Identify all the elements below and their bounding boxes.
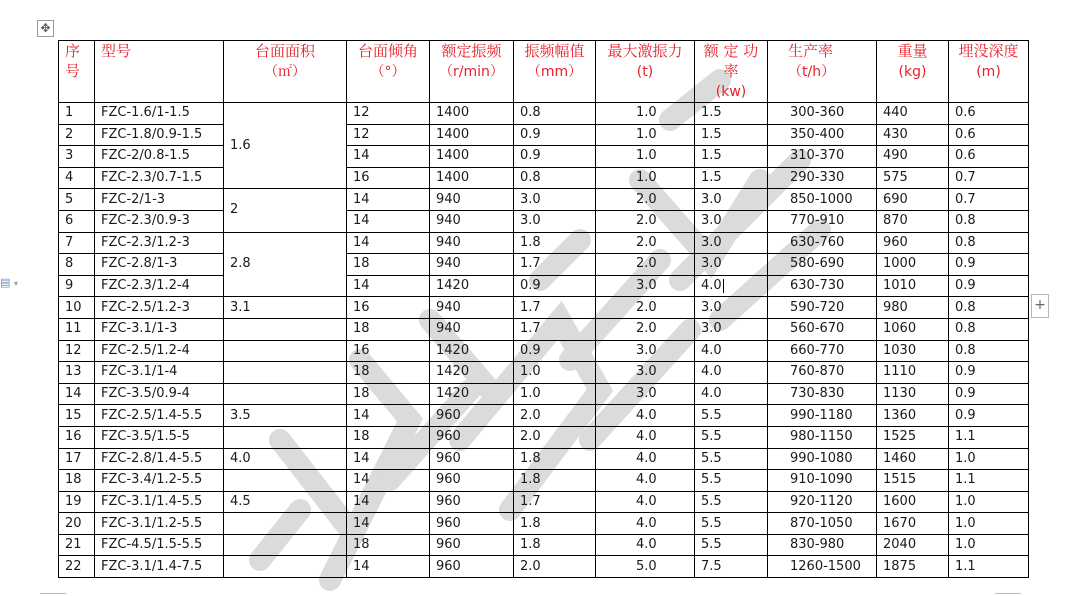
- cell-amp[interactable]: 3.0: [514, 210, 596, 232]
- cell-force[interactable]: 4.0: [596, 405, 695, 427]
- cell-area[interactable]: 2.8: [224, 232, 347, 297]
- cell-weight[interactable]: 490: [877, 146, 949, 168]
- cell-force[interactable]: 3.0: [596, 275, 695, 297]
- cell-force[interactable]: 4.0: [596, 448, 695, 470]
- cell-angle[interactable]: 16: [347, 297, 430, 319]
- cell-power[interactable]: 5.5: [695, 513, 768, 535]
- cell-force[interactable]: 3.0: [596, 362, 695, 384]
- table-row: [59, 362, 1029, 384]
- table-row: [59, 167, 1029, 189]
- table-header-row: [59, 41, 1029, 103]
- header-angle: 台面倾角 （°）: [347, 41, 430, 103]
- cell-freq[interactable]: 1400: [430, 124, 514, 146]
- cell-freq[interactable]: 1400: [430, 103, 514, 125]
- cell-rate[interactable]: 870-1050: [768, 513, 877, 535]
- cell-rate[interactable]: 730-830: [768, 383, 877, 405]
- cell-power[interactable]: 5.5: [695, 448, 768, 470]
- cell-force[interactable]: 4.0: [596, 513, 695, 535]
- cell-freq[interactable]: 1420: [430, 362, 514, 384]
- cell-amp[interactable]: 1.7: [514, 491, 596, 513]
- cell-depth[interactable]: 1.1: [949, 470, 1029, 492]
- cell-amp[interactable]: 1.0: [514, 362, 596, 384]
- header-weight: 重量 (kg): [877, 41, 949, 103]
- cell-weight[interactable]: 1600: [877, 491, 949, 513]
- table-row: [59, 470, 1029, 492]
- cell-angle[interactable]: 14: [347, 232, 430, 254]
- cell-amp[interactable]: 3.0: [514, 189, 596, 211]
- cell-model[interactable]: FZC-3.5/0.9-4: [95, 383, 224, 405]
- cell-weight[interactable]: 1030: [877, 340, 949, 362]
- cell-area[interactable]: [224, 362, 347, 384]
- table-row: [59, 340, 1029, 362]
- cell-force[interactable]: 5.0: [596, 556, 695, 578]
- cell-seq[interactable]: 17: [59, 448, 95, 470]
- cell-weight[interactable]: 2040: [877, 534, 949, 556]
- cell-area[interactable]: 1.6: [224, 103, 347, 189]
- cell-rate[interactable]: 770-910: [768, 210, 877, 232]
- cell-seq[interactable]: 1: [59, 103, 95, 125]
- cell-force[interactable]: 2.0: [596, 318, 695, 340]
- cell-rate[interactable]: 910-1090: [768, 470, 877, 492]
- cell-freq[interactable]: 1400: [430, 146, 514, 168]
- cell-angle[interactable]: 18: [347, 254, 430, 276]
- cell-force[interactable]: 3.0: [596, 383, 695, 405]
- cell-angle[interactable]: 14: [347, 470, 430, 492]
- cell-area[interactable]: 3.1: [224, 297, 347, 319]
- cell-force[interactable]: 4.0: [596, 470, 695, 492]
- cell-model[interactable]: FZC-3.1/1.4-5.5: [95, 491, 224, 513]
- table-row: [59, 232, 1029, 254]
- cell-angle[interactable]: 14: [347, 405, 430, 427]
- cell-weight[interactable]: 440: [877, 103, 949, 125]
- cell-depth[interactable]: 0.8: [949, 318, 1029, 340]
- cell-angle[interactable]: 18: [347, 534, 430, 556]
- cell-depth[interactable]: 0.8: [949, 232, 1029, 254]
- cell-seq[interactable]: 21: [59, 534, 95, 556]
- text-caret: [723, 279, 724, 293]
- table-row: [59, 254, 1029, 276]
- cell-weight[interactable]: 1060: [877, 318, 949, 340]
- cell-power[interactable]: 4.0: [695, 340, 768, 362]
- cell-seq[interactable]: 12: [59, 340, 95, 362]
- header-model: 型号: [95, 41, 224, 103]
- cell-freq[interactable]: 1420: [430, 275, 514, 297]
- cell-power[interactable]: 5.5: [695, 426, 768, 448]
- cell-power[interactable]: 5.5: [695, 405, 768, 427]
- cell-angle[interactable]: 14: [347, 210, 430, 232]
- cell-depth[interactable]: 1.0: [949, 491, 1029, 513]
- paste-options-icon[interactable]: ▤: [0, 276, 11, 289]
- cell-freq[interactable]: 940: [430, 189, 514, 211]
- cell-depth[interactable]: 0.6: [949, 124, 1029, 146]
- cell-amp[interactable]: 1.7: [514, 318, 596, 340]
- cell-depth[interactable]: 1.0: [949, 448, 1029, 470]
- page-corner-mark: [995, 593, 1021, 594]
- cell-weight[interactable]: 960: [877, 232, 949, 254]
- table-move-handle-icon[interactable]: ✥: [37, 20, 54, 37]
- cell-depth[interactable]: 0.9: [949, 362, 1029, 384]
- cell-amp[interactable]: 0.9: [514, 275, 596, 297]
- header-force: 最大激振力 (t): [596, 41, 695, 103]
- cell-weight[interactable]: 1110: [877, 362, 949, 384]
- cell-angle[interactable]: 14: [347, 556, 430, 578]
- cell-amp[interactable]: 0.9: [514, 146, 596, 168]
- cell-seq[interactable]: 11: [59, 318, 95, 340]
- table-row: [59, 103, 1029, 125]
- cell-model[interactable]: FZC-3.4/1.2-5.5: [95, 470, 224, 492]
- cell-weight[interactable]: 870: [877, 210, 949, 232]
- header-depth: 埋没深度 (m): [949, 41, 1029, 103]
- cell-freq[interactable]: 940: [430, 232, 514, 254]
- cell-freq[interactable]: 1400: [430, 167, 514, 189]
- cell-weight[interactable]: 1130: [877, 383, 949, 405]
- cell-area[interactable]: [224, 318, 347, 340]
- cell-amp[interactable]: 0.8: [514, 167, 596, 189]
- cell-force[interactable]: 1.0: [596, 124, 695, 146]
- cell-model[interactable]: FZC-2.5/1.2-4: [95, 340, 224, 362]
- table-row: [59, 210, 1029, 232]
- table-row: [59, 189, 1029, 211]
- cell-area[interactable]: 3.5: [224, 405, 347, 427]
- cell-rate[interactable]: 830-980: [768, 534, 877, 556]
- table-row: [59, 513, 1029, 535]
- cell-freq[interactable]: 960: [430, 534, 514, 556]
- cell-power[interactable]: 4.0: [695, 362, 768, 384]
- cell-angle[interactable]: 14: [347, 491, 430, 513]
- cell-freq[interactable]: 960: [430, 448, 514, 470]
- cell-rate[interactable]: 760-870: [768, 362, 877, 384]
- cell-area[interactable]: 4.0: [224, 448, 347, 470]
- cell-rate[interactable]: 990-1080: [768, 448, 877, 470]
- cell-model[interactable]: FZC-2.8/1.4-5.5: [95, 448, 224, 470]
- cell-weight[interactable]: 1010: [877, 275, 949, 297]
- cell-rate[interactable]: 300-360: [768, 103, 877, 125]
- cell-amp[interactable]: 2.0: [514, 556, 596, 578]
- cell-model[interactable]: FZC-2.5/1.4-5.5: [95, 405, 224, 427]
- cell-angle[interactable]: 14: [347, 275, 430, 297]
- cell-force[interactable]: 4.0: [596, 426, 695, 448]
- cell-depth[interactable]: 0.8: [949, 210, 1029, 232]
- spec-table: [58, 40, 1029, 578]
- cell-power[interactable]: 7.5: [695, 556, 768, 578]
- cell-freq[interactable]: 960: [430, 491, 514, 513]
- cell-seq[interactable]: 9: [59, 275, 95, 297]
- cell-seq[interactable]: 16: [59, 426, 95, 448]
- cell-freq[interactable]: 940: [430, 297, 514, 319]
- cell-model[interactable]: FZC-2.3/1.2-4: [95, 275, 224, 297]
- cell-amp[interactable]: 1.7: [514, 254, 596, 276]
- cell-seq[interactable]: 18: [59, 470, 95, 492]
- cell-freq[interactable]: 960: [430, 513, 514, 535]
- cell-amp[interactable]: 1.8: [514, 448, 596, 470]
- cell-force[interactable]: 1.0: [596, 103, 695, 125]
- table-body: [59, 103, 1029, 578]
- table-row: [59, 448, 1029, 470]
- header-amp: 振频幅值 （mm）: [514, 41, 596, 103]
- cell-area[interactable]: [224, 513, 347, 535]
- cell-model[interactable]: FZC-2.3/0.9-3: [95, 210, 224, 232]
- cell-weight[interactable]: 575: [877, 167, 949, 189]
- cell-angle[interactable]: 12: [347, 103, 430, 125]
- cell-amp[interactable]: 0.9: [514, 340, 596, 362]
- cell-force[interactable]: 2.0: [596, 189, 695, 211]
- cell-rate[interactable]: 630-760: [768, 232, 877, 254]
- cell-seq[interactable]: 10: [59, 297, 95, 319]
- cell-area[interactable]: [224, 426, 347, 448]
- cell-model[interactable]: FZC-2.5/1.2-3: [95, 297, 224, 319]
- cell-depth[interactable]: 0.6: [949, 146, 1029, 168]
- cell-weight[interactable]: 1460: [877, 448, 949, 470]
- page-corner-mark: [40, 593, 66, 594]
- cell-angle[interactable]: 18: [347, 426, 430, 448]
- cell-model[interactable]: FZC-2.3/1.2-3: [95, 232, 224, 254]
- cell-rate[interactable]: 630-730: [768, 275, 877, 297]
- table-row: [59, 297, 1029, 319]
- cell-amp[interactable]: 1.0: [514, 383, 596, 405]
- cell-power[interactable]: 4.0: [695, 275, 768, 297]
- cell-angle[interactable]: 14: [347, 513, 430, 535]
- table-row: [59, 318, 1029, 340]
- cell-freq[interactable]: 1420: [430, 340, 514, 362]
- cell-area[interactable]: [224, 470, 347, 492]
- cell-amp[interactable]: 1.8: [514, 470, 596, 492]
- cell-force[interactable]: 3.0: [596, 340, 695, 362]
- cell-amp[interactable]: 1.8: [514, 232, 596, 254]
- cell-weight[interactable]: 1360: [877, 405, 949, 427]
- cell-depth[interactable]: 0.9: [949, 383, 1029, 405]
- cell-power[interactable]: 4.0: [695, 383, 768, 405]
- cell-power[interactable]: 1.5: [695, 167, 768, 189]
- cell-model[interactable]: FZC-2.3/0.7-1.5: [95, 167, 224, 189]
- table-row: [59, 491, 1029, 513]
- cell-amp[interactable]: 0.8: [514, 103, 596, 125]
- cell-depth[interactable]: 1.1: [949, 426, 1029, 448]
- cell-weight[interactable]: 690: [877, 189, 949, 211]
- table-row: [59, 426, 1029, 448]
- header-rate: 生产率 （t/h）: [768, 41, 877, 103]
- table-row: [59, 405, 1029, 427]
- cell-angle[interactable]: 14: [347, 189, 430, 211]
- cell-power[interactable]: 3.0: [695, 232, 768, 254]
- cell-depth[interactable]: 0.7: [949, 167, 1029, 189]
- cell-model[interactable]: FZC-3.1/1-3: [95, 318, 224, 340]
- cell-depth[interactable]: 0.6: [949, 103, 1029, 125]
- cell-model[interactable]: FZC-3.1/1.2-5.5: [95, 513, 224, 535]
- cell-power[interactable]: 3.0: [695, 297, 768, 319]
- cell-rate[interactable]: 990-1180: [768, 405, 877, 427]
- cell-seq[interactable]: 14: [59, 383, 95, 405]
- cell-seq[interactable]: 4: [59, 167, 95, 189]
- cell-rate[interactable]: 590-720: [768, 297, 877, 319]
- cell-freq[interactable]: 960: [430, 405, 514, 427]
- cell-rate[interactable]: 850-1000: [768, 189, 877, 211]
- cell-force[interactable]: 2.0: [596, 232, 695, 254]
- table-row: [59, 146, 1029, 168]
- cell-amp[interactable]: 0.9: [514, 124, 596, 146]
- header-seq: 序号: [59, 41, 95, 103]
- cell-power[interactable]: 3.0: [695, 189, 768, 211]
- cell-area[interactable]: [224, 534, 347, 556]
- cell-rate[interactable]: 920-1120: [768, 491, 877, 513]
- chevron-down-icon[interactable]: ▾: [14, 279, 19, 288]
- table-row: [59, 124, 1029, 146]
- cell-model[interactable]: FZC-2/1-3: [95, 189, 224, 211]
- cell-depth[interactable]: 1.0: [949, 534, 1029, 556]
- cell-power[interactable]: 5.5: [695, 534, 768, 556]
- cell-seq[interactable]: 20: [59, 513, 95, 535]
- cell-depth[interactable]: 1.1: [949, 556, 1029, 578]
- table-row: [59, 556, 1029, 578]
- cell-depth[interactable]: 0.8: [949, 340, 1029, 362]
- cell-weight[interactable]: 1515: [877, 470, 949, 492]
- cell-model[interactable]: FZC-1.8/0.9-1.5: [95, 124, 224, 146]
- cell-depth[interactable]: 0.8: [949, 297, 1029, 319]
- cell-freq[interactable]: 960: [430, 426, 514, 448]
- cell-rate[interactable]: 660-770: [768, 340, 877, 362]
- cell-rate[interactable]: 580-690: [768, 254, 877, 276]
- cell-seq[interactable]: 6: [59, 210, 95, 232]
- header-power: 额 定 功率 (kw): [695, 41, 768, 103]
- cell-force[interactable]: 2.0: [596, 210, 695, 232]
- cell-seq[interactable]: 2: [59, 124, 95, 146]
- table-row: [59, 383, 1029, 405]
- cell-seq[interactable]: 19: [59, 491, 95, 513]
- cell-weight[interactable]: 980: [877, 297, 949, 319]
- cell-seq[interactable]: 13: [59, 362, 95, 384]
- cell-amp[interactable]: 1.8: [514, 534, 596, 556]
- cell-weight[interactable]: 1000: [877, 254, 949, 276]
- cell-area[interactable]: [224, 383, 347, 405]
- cell-seq[interactable]: 7: [59, 232, 95, 254]
- cell-force[interactable]: 4.0: [596, 534, 695, 556]
- cell-power[interactable]: 3.0: [695, 318, 768, 340]
- cell-area[interactable]: 2: [224, 189, 347, 232]
- cell-angle[interactable]: 18: [347, 362, 430, 384]
- cell-angle[interactable]: 16: [347, 167, 430, 189]
- cell-seq[interactable]: 3: [59, 146, 95, 168]
- cell-power[interactable]: 1.5: [695, 146, 768, 168]
- cell-freq[interactable]: 1420: [430, 383, 514, 405]
- cell-weight[interactable]: 1670: [877, 513, 949, 535]
- header-area: 台面面积 （㎡）: [224, 41, 347, 103]
- cell-angle[interactable]: 16: [347, 340, 430, 362]
- cell-amp[interactable]: 2.0: [514, 405, 596, 427]
- cell-force[interactable]: 2.0: [596, 297, 695, 319]
- cell-freq[interactable]: 940: [430, 254, 514, 276]
- cell-model[interactable]: FZC-3.5/1.5-5: [95, 426, 224, 448]
- cell-rate[interactable]: 310-370: [768, 146, 877, 168]
- cell-area[interactable]: [224, 556, 347, 578]
- header-freq: 额定振频 （r/min）: [430, 41, 514, 103]
- cell-weight[interactable]: 1875: [877, 556, 949, 578]
- cell-power[interactable]: 5.5: [695, 470, 768, 492]
- cell-model[interactable]: FZC-3.1/1.4-7.5: [95, 556, 224, 578]
- cell-seq[interactable]: 22: [59, 556, 95, 578]
- cell-depth[interactable]: 0.9: [949, 254, 1029, 276]
- cell-force[interactable]: 2.0: [596, 254, 695, 276]
- cell-angle[interactable]: 14: [347, 146, 430, 168]
- cell-force[interactable]: 4.0: [596, 491, 695, 513]
- cell-model[interactable]: FZC-1.6/1-1.5: [95, 103, 224, 125]
- cell-depth[interactable]: 0.7: [949, 189, 1029, 211]
- cell-power[interactable]: 5.5: [695, 491, 768, 513]
- cell-seq[interactable]: 8: [59, 254, 95, 276]
- cell-force[interactable]: 1.0: [596, 146, 695, 168]
- cell-freq[interactable]: 940: [430, 210, 514, 232]
- cell-amp[interactable]: 1.7: [514, 297, 596, 319]
- cell-seq[interactable]: 15: [59, 405, 95, 427]
- cell-area[interactable]: 4.5: [224, 491, 347, 513]
- cell-model[interactable]: FZC-3.1/1-4: [95, 362, 224, 384]
- cell-weight[interactable]: 430: [877, 124, 949, 146]
- cell-force[interactable]: 1.0: [596, 167, 695, 189]
- cell-model[interactable]: FZC-2/0.8-1.5: [95, 146, 224, 168]
- cell-depth[interactable]: 1.0: [949, 513, 1029, 535]
- cell-angle[interactable]: 12: [347, 124, 430, 146]
- cell-amp[interactable]: 1.8: [514, 513, 596, 535]
- cell-rate[interactable]: 980-1150: [768, 426, 877, 448]
- cell-model[interactable]: FZC-4.5/1.5-5.5: [95, 534, 224, 556]
- cell-area[interactable]: [224, 340, 347, 362]
- cell-power[interactable]: 3.0: [695, 210, 768, 232]
- cell-power[interactable]: 3.0: [695, 254, 768, 276]
- cell-rate[interactable]: 350-400: [768, 124, 877, 146]
- cell-rate[interactable]: 290-330: [768, 167, 877, 189]
- cell-depth[interactable]: 0.9: [949, 275, 1029, 297]
- cell-amp[interactable]: 2.0: [514, 426, 596, 448]
- cell-rate[interactable]: 1260-1500: [768, 556, 877, 578]
- cell-angle[interactable]: 18: [347, 318, 430, 340]
- cell-freq[interactable]: 960: [430, 470, 514, 492]
- cell-rate[interactable]: 560-670: [768, 318, 877, 340]
- cell-angle[interactable]: 18: [347, 383, 430, 405]
- cell-power[interactable]: 1.5: [695, 103, 768, 125]
- table-row: [59, 275, 1029, 297]
- table-row: [59, 534, 1029, 556]
- cell-seq[interactable]: 5: [59, 189, 95, 211]
- cell-freq[interactable]: 940: [430, 318, 514, 340]
- cell-model[interactable]: FZC-2.8/1-3: [95, 254, 224, 276]
- cell-angle[interactable]: 14: [347, 448, 430, 470]
- cell-weight[interactable]: 1525: [877, 426, 949, 448]
- cell-freq[interactable]: 960: [430, 556, 514, 578]
- cell-power[interactable]: 1.5: [695, 124, 768, 146]
- cell-depth[interactable]: 0.9: [949, 405, 1029, 427]
- add-row-button[interactable]: +: [1031, 294, 1049, 318]
